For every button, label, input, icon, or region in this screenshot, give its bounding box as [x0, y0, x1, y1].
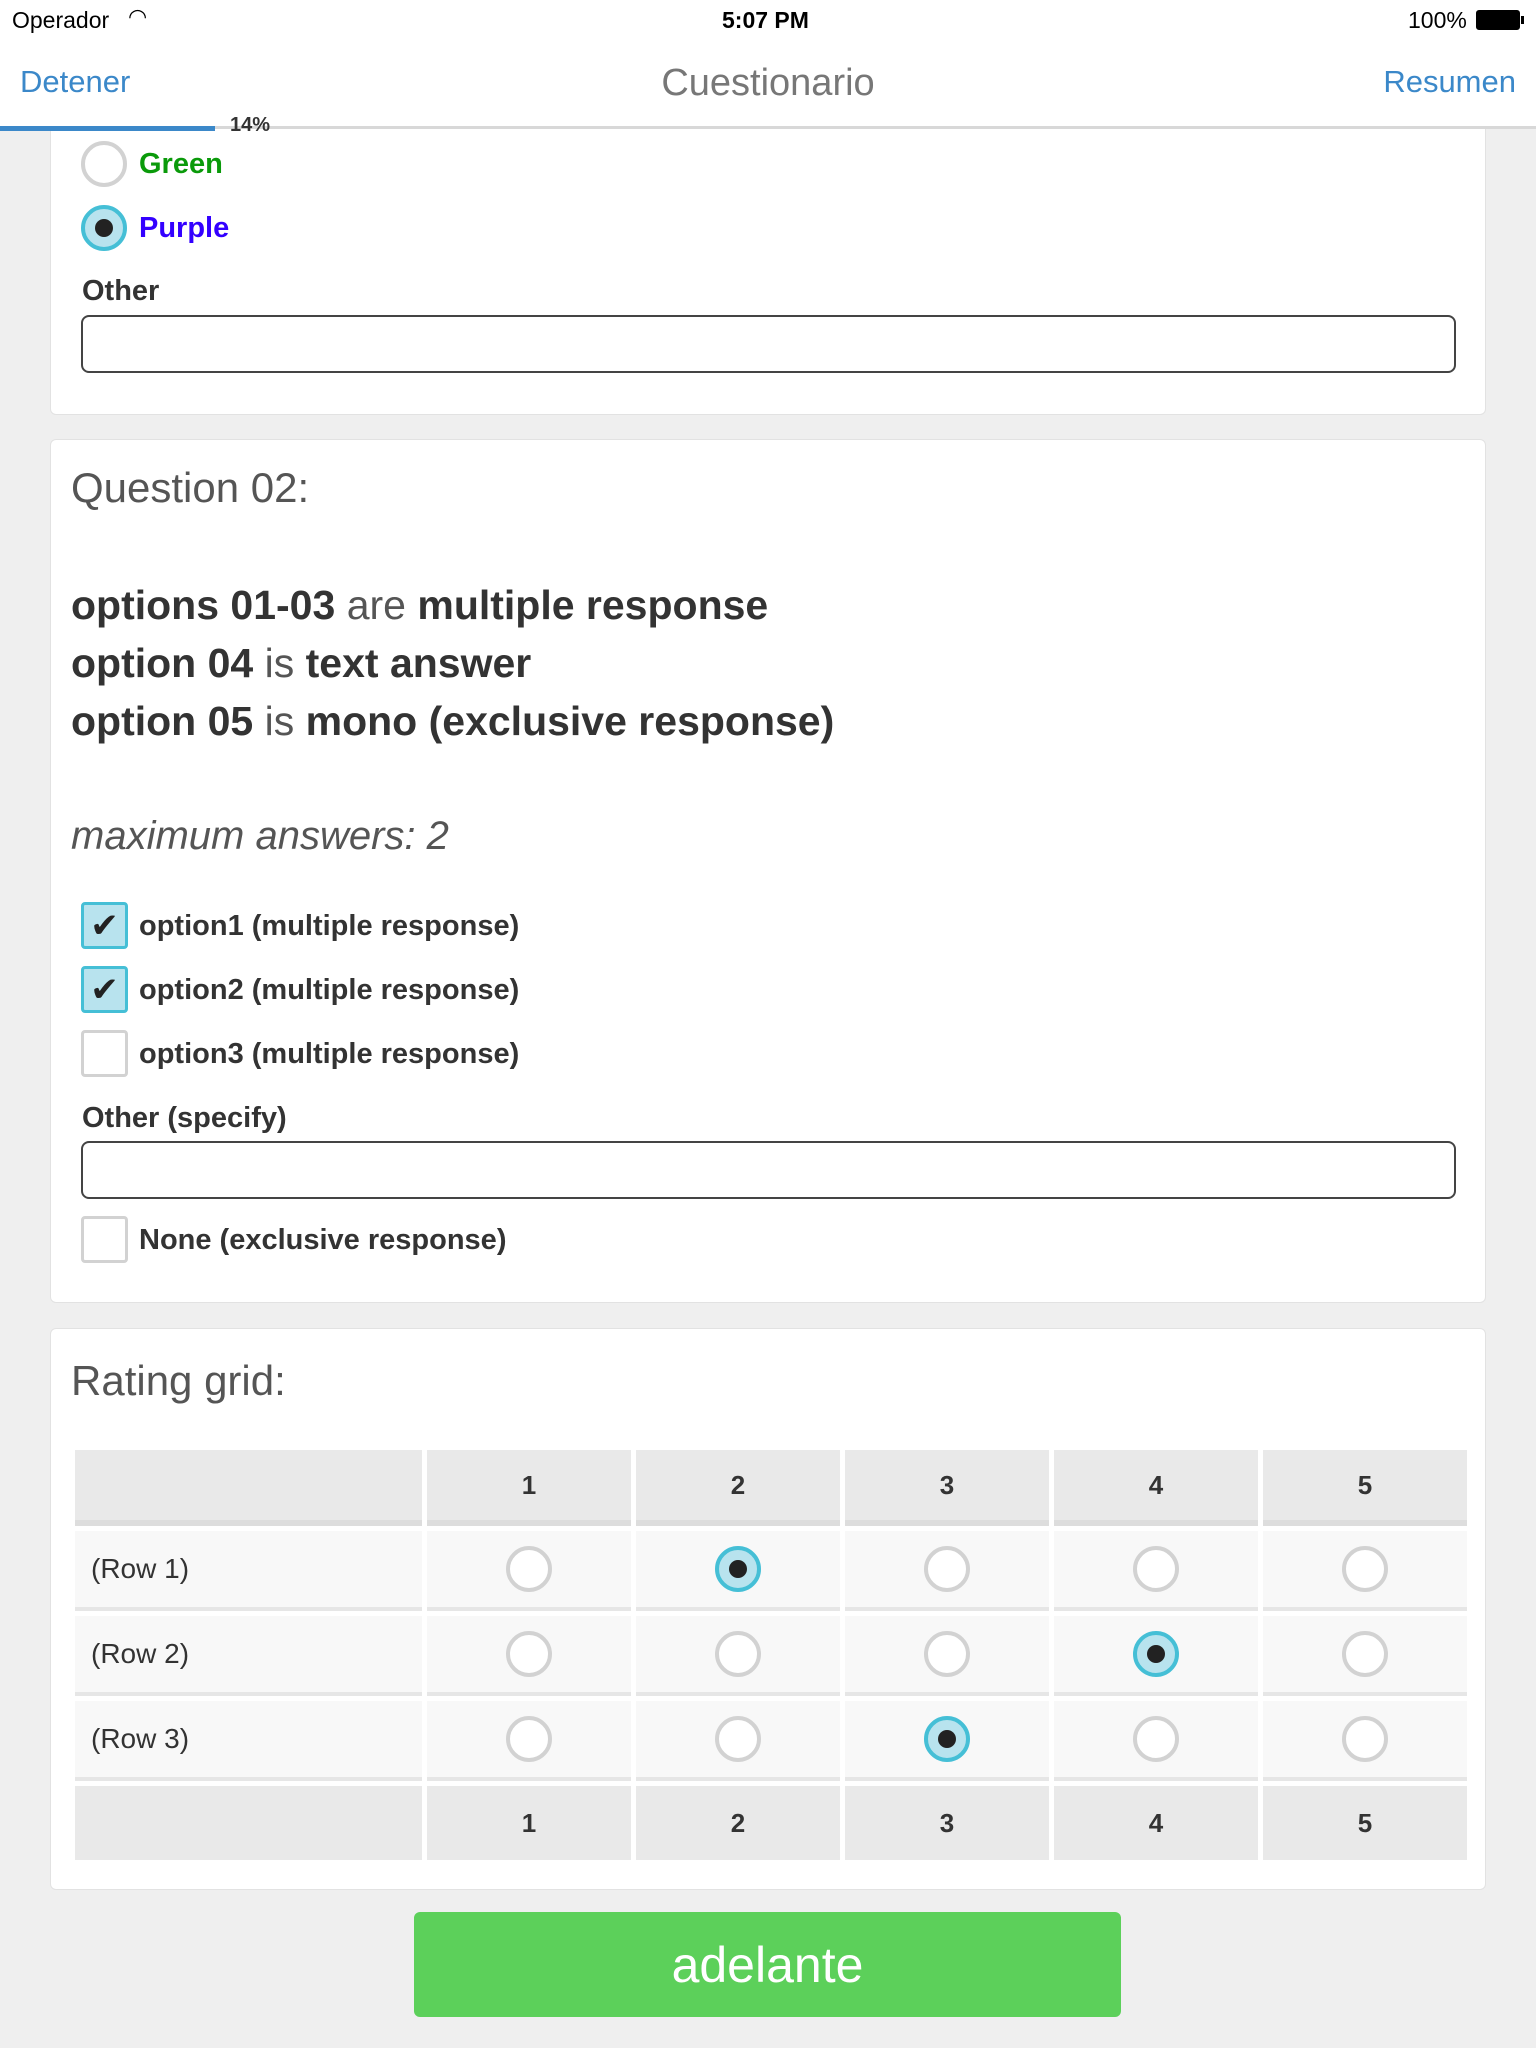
- rating-grid: [70, 1445, 1472, 1865]
- instruction-part: text answer: [305, 640, 532, 686]
- other-specify-label: Other (specify): [82, 1102, 287, 1134]
- checkbox-option1[interactable]: ✔: [81, 902, 128, 949]
- grid-cell: [1054, 1531, 1258, 1611]
- instruction-line: [71, 640, 531, 687]
- battery-tip: [1521, 16, 1524, 24]
- column-footer: 5: [1263, 1786, 1467, 1860]
- checkbox-option2[interactable]: ✔: [81, 966, 128, 1013]
- page-title: Cuestionario: [661, 62, 875, 104]
- option-label-purple: Purple: [139, 212, 230, 244]
- radio-purple[interactable]: [81, 205, 127, 251]
- summary-button[interactable]: Resumen: [1383, 64, 1516, 99]
- grid-row: [75, 1531, 1467, 1611]
- grid-cell: [845, 1616, 1049, 1696]
- option-label-green: Green: [139, 148, 223, 180]
- stop-button[interactable]: Detener: [20, 64, 131, 99]
- grid-cell: [636, 1531, 840, 1611]
- grid-radio[interactable]: [715, 1546, 761, 1592]
- grid-corner: [75, 1786, 422, 1860]
- instruction-part: multiple response: [417, 582, 769, 628]
- grid-footer-row: [75, 1786, 1467, 1860]
- grid-radio[interactable]: [1133, 1631, 1179, 1677]
- grid-radio[interactable]: [1342, 1631, 1388, 1677]
- progress-label: 14%: [230, 114, 271, 136]
- column-header: 1: [427, 1450, 631, 1526]
- column-header: 3: [845, 1450, 1049, 1526]
- grid-radio[interactable]: [1342, 1716, 1388, 1762]
- grid-radio[interactable]: [715, 1631, 761, 1677]
- grid-cell: [1263, 1531, 1467, 1611]
- wifi-icon: ◠: [128, 4, 148, 29]
- grid-corner: [75, 1450, 422, 1526]
- grid-radio[interactable]: [506, 1546, 552, 1592]
- question-title: Question 02:: [71, 464, 310, 511]
- grid-radio[interactable]: [924, 1546, 970, 1592]
- instruction-part: options 01-03: [71, 582, 336, 628]
- grid-radio[interactable]: [506, 1716, 552, 1762]
- grid-cell: [636, 1616, 840, 1696]
- column-header: 5: [1263, 1450, 1467, 1526]
- option-label: option3 (multiple response): [139, 1038, 520, 1070]
- status-bar: [0, 0, 1536, 40]
- instruction-part: option 05: [71, 698, 254, 744]
- column-header: 2: [636, 1450, 840, 1526]
- grid-radio[interactable]: [924, 1631, 970, 1677]
- grid-cell: [427, 1701, 631, 1781]
- row-label: (Row 1): [75, 1531, 422, 1611]
- time: 5:07 PM: [722, 7, 809, 33]
- other-label: Other: [82, 275, 160, 307]
- column-footer: 4: [1054, 1786, 1258, 1860]
- grid-row: [75, 1701, 1467, 1781]
- battery-icon: [1476, 10, 1520, 30]
- other-input[interactable]: [81, 315, 1456, 373]
- instruction-part: mono (exclusive response): [305, 698, 835, 744]
- grid-cell: [845, 1701, 1049, 1781]
- question-02-card: [50, 439, 1486, 1303]
- maximum-answers: maximum answers: 2: [71, 814, 449, 858]
- instruction-part: option 04: [71, 640, 254, 686]
- grid-cell: [636, 1701, 840, 1781]
- carrier: Operador: [12, 7, 110, 33]
- grid-title: Rating grid:: [71, 1357, 286, 1404]
- column-header: 4: [1054, 1450, 1258, 1526]
- checkbox-none[interactable]: [81, 1216, 128, 1263]
- option-label: option1 (multiple response): [139, 910, 520, 942]
- grid-cell: [427, 1616, 631, 1696]
- option-label: option2 (multiple response): [139, 974, 520, 1006]
- grid-radio[interactable]: [506, 1631, 552, 1677]
- grid-cell: [1054, 1701, 1258, 1781]
- column-footer: 3: [845, 1786, 1049, 1860]
- grid-radio[interactable]: [924, 1716, 970, 1762]
- none-label: None (exclusive response): [139, 1224, 507, 1256]
- grid-radio[interactable]: [1133, 1716, 1179, 1762]
- row-label: (Row 3): [75, 1701, 422, 1781]
- question-01-card: [50, 100, 1486, 415]
- battery-percent: 100%: [1408, 7, 1467, 33]
- grid-header-row: [75, 1450, 1467, 1526]
- instruction-line: [71, 698, 834, 745]
- instruction-line: [71, 582, 768, 629]
- instruction-part: is: [264, 698, 295, 744]
- grid-cell: [1054, 1616, 1258, 1696]
- other-specify-input[interactable]: [81, 1141, 1456, 1199]
- column-footer: 2: [636, 1786, 840, 1860]
- grid-cell: [427, 1531, 631, 1611]
- grid-cell: [845, 1531, 1049, 1611]
- radio-green[interactable]: [81, 141, 127, 187]
- checkbox-option3[interactable]: [81, 1030, 128, 1077]
- grid-radio[interactable]: [1133, 1546, 1179, 1592]
- instruction-part: is: [264, 640, 295, 686]
- column-footer: 1: [427, 1786, 631, 1860]
- grid-radio[interactable]: [715, 1716, 761, 1762]
- instruction-part: are: [346, 582, 406, 628]
- grid-cell: [1263, 1616, 1467, 1696]
- grid-row: [75, 1616, 1467, 1696]
- grid-cell: [1263, 1701, 1467, 1781]
- progress-fill: [0, 126, 215, 131]
- row-label: (Row 2): [75, 1616, 422, 1696]
- next-button[interactable]: adelante: [414, 1912, 1121, 2017]
- grid-radio[interactable]: [1342, 1546, 1388, 1592]
